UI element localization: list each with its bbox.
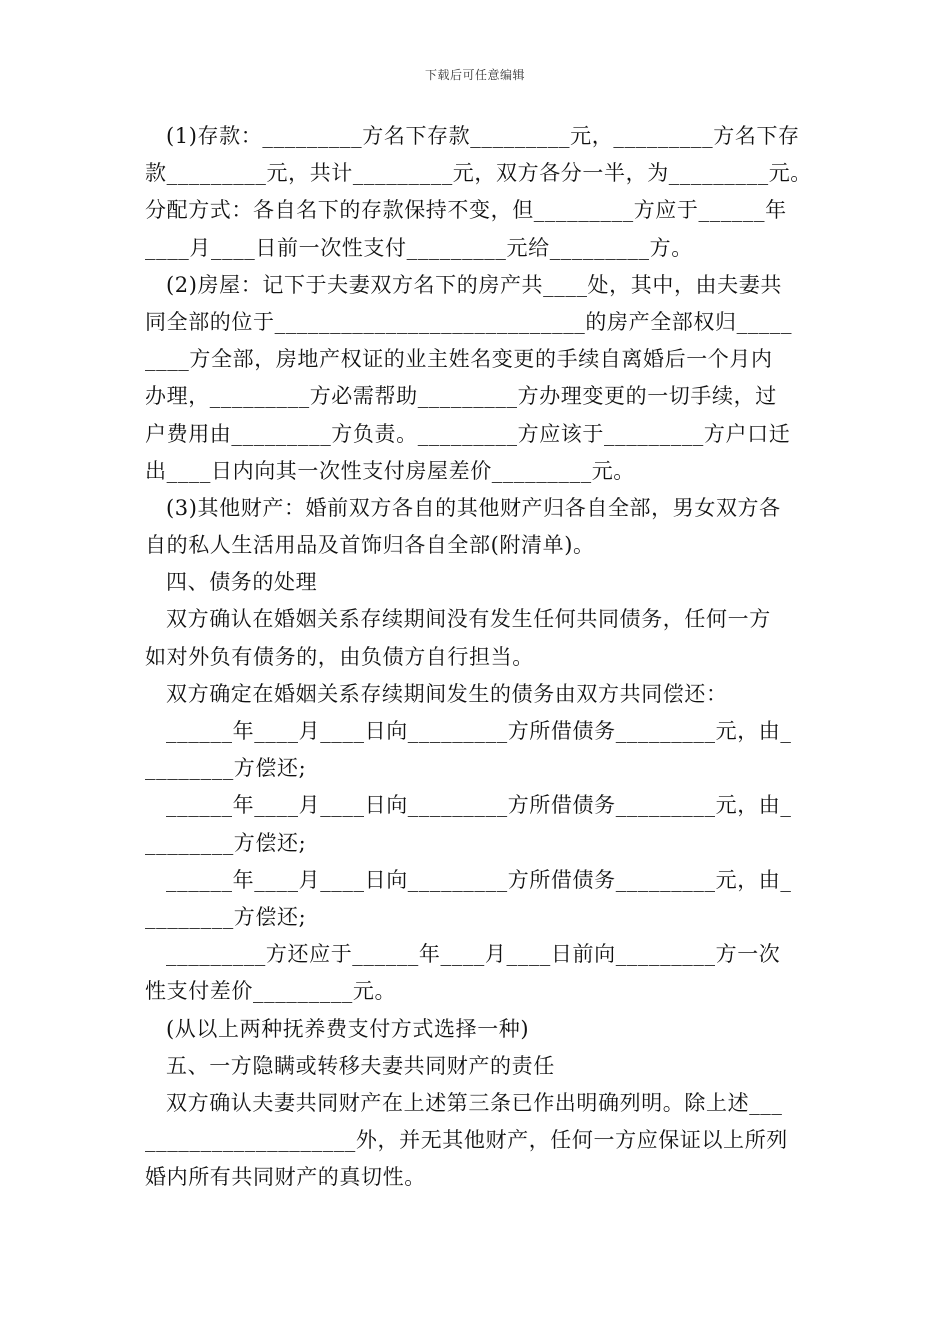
text-line: 如对外负有债务的，由负债方自行担当。 bbox=[145, 644, 534, 669]
text-line: ________方偿还; bbox=[145, 830, 307, 855]
text-line: 同全部的位于____________________________的房产全部权归_____ bbox=[145, 309, 793, 334]
text-line: _________方还应于______年____月____日前向_________方一次 bbox=[166, 942, 781, 967]
text-line: 双方确认夫妻共同财产在上述第三条已作出明确列明。除上述___ bbox=[166, 1090, 783, 1115]
text-line: 办理，_________方必需帮助_________方办理变更的一切手续，过 bbox=[145, 384, 777, 409]
text-line: ___________________外，并无其他财产，任何一方应保证以上所列 bbox=[145, 1128, 788, 1153]
text-line: 性支付差价_________元。 bbox=[145, 979, 397, 1004]
text-line: ____方全部，房地产权证的业主姓名变更的手续自离婚后一个月内 bbox=[145, 347, 773, 372]
text-line: 款_________元，共计_________元，双方各分一半，为_________元。 bbox=[145, 161, 812, 186]
text-line: ______年____月____日向_________方所借债务_________元，由_ bbox=[166, 719, 792, 743]
text-line: ____月____日前一次性支付_________元给_________方。 bbox=[145, 235, 693, 260]
text-line: ______年____月____日向_________方所借债务_________元，由_ bbox=[166, 793, 792, 818]
document-body bbox=[145, 118, 815, 1196]
text-line: 五、一方隐瞒或转移夫妻共同财产的责任 bbox=[166, 1053, 555, 1078]
text-line: 双方确认在婚姻关系存续期间没有发生任何共同债务，任何一方 bbox=[166, 607, 771, 632]
text-line: ______年____月____日向_________方所借债务_________元，由_ bbox=[166, 867, 792, 892]
text-line: 双方确定在婚姻关系存续期间发生的债务由双方共同偿还： bbox=[166, 681, 728, 706]
text-line: 出____日内向其一次性支付房屋差价_________元。 bbox=[145, 458, 635, 483]
text-line: (3)其他财产：婚前双方各自的其他财产归各自全部，男女双方各 bbox=[166, 495, 781, 520]
text-line: (1)存款：_________方名下存款_________元，_________方名下存 bbox=[166, 124, 800, 148]
page-header: 下载后可任意编辑 bbox=[424, 68, 525, 82]
text-line: 分配方式：各自名下的存款保持不变，但_________方应于______年 bbox=[145, 198, 787, 223]
text-line: ________方偿还; bbox=[145, 904, 307, 929]
text-line: 户费用由_________方负责。_________方应该于_________方户口迁 bbox=[145, 421, 791, 446]
text-line: ________方偿还; bbox=[145, 756, 307, 781]
text-line: 自的私人生活用品及首饰归各自全部(附清单)。 bbox=[145, 533, 595, 558]
text-line: (2)房屋：记下于夫妻双方名下的房产共____处，其中，由夫妻共 bbox=[166, 272, 782, 297]
text-line: 婚内所有共同财产的真切性。 bbox=[145, 1165, 426, 1190]
text-line: 四、债务的处理 bbox=[166, 570, 318, 595]
text-line: (从以上两种抚养费支付方式选择一种) bbox=[166, 1016, 530, 1041]
